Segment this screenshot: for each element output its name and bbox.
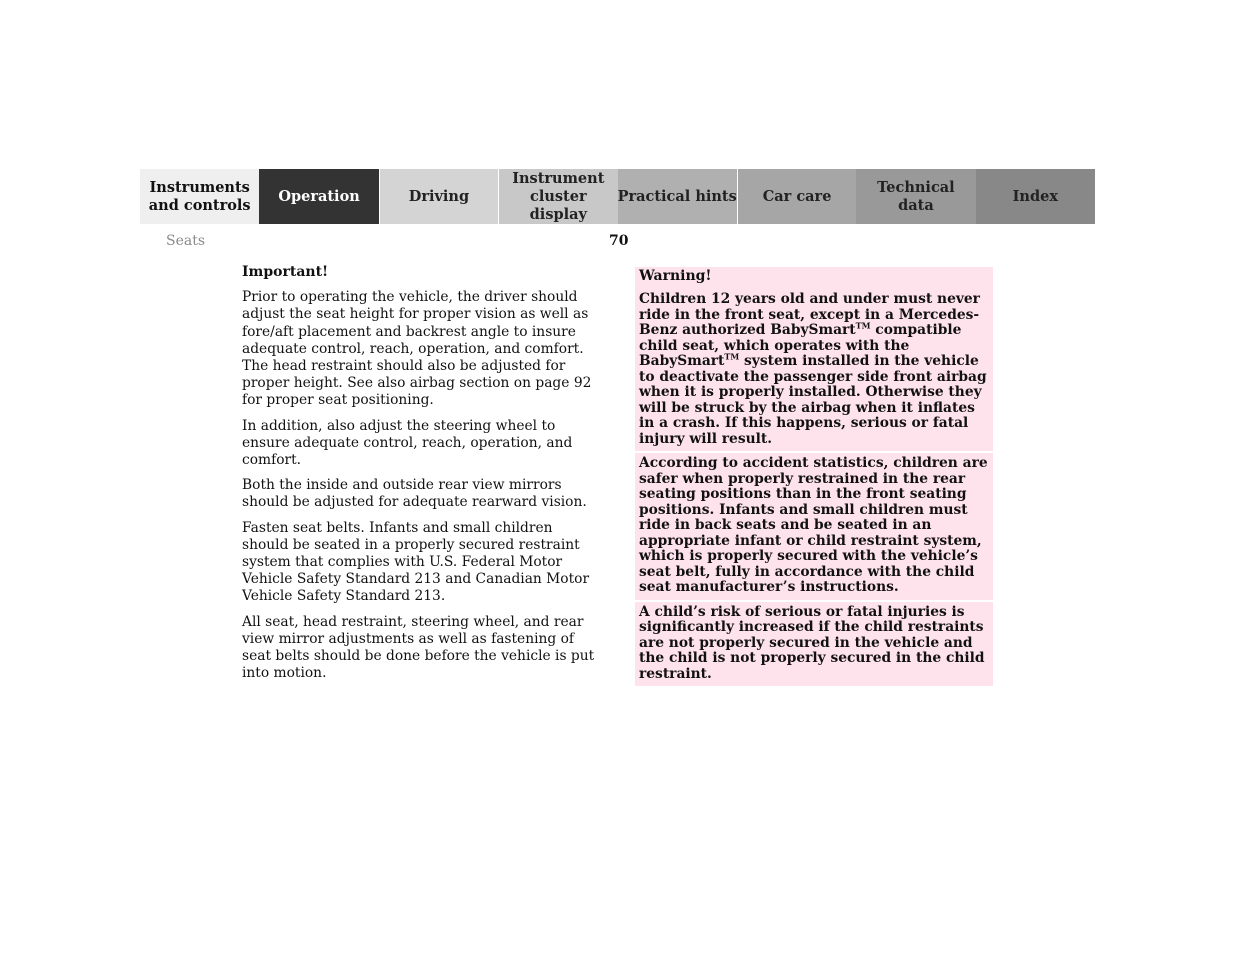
warning-paragraph: A child’s risk of serious or fatal injuries is significantly increased if the child restraints are not properly secured in the vehicle and the child is not properly secured in the child restraint. (635, 602, 993, 687)
tab-car-care[interactable] (737, 169, 856, 224)
warning-text: compatible child seat, which operates with the BabySmart (639, 322, 962, 369)
tab-technical-data[interactable] (856, 169, 975, 224)
paragraph: Prior to operating the vehicle, the driver should adjust the seat height for proper vision as well as fore/aft placement and backrest angle to insure adequate control, reach, operation, and comfort. The head restraint should also be adjusted for proper height. See also airbag section on page 92 for proper seat positioning. (242, 289, 592, 409)
tab-instrument-cluster-display[interactable] (498, 169, 617, 224)
tab-label: Practical hints (617, 187, 737, 205)
warning-box (635, 267, 993, 686)
tab-label: Driving (408, 187, 470, 205)
tab-label: Car care (762, 187, 832, 205)
tab-label-line1: Technical (877, 178, 955, 196)
tab-label: Index (1012, 187, 1058, 205)
paragraph: Both the inside and outside rear view mirrors should be adjusted for adequate rearward vision. (242, 477, 587, 511)
tab-label-line2: and controls (148, 196, 251, 214)
warning-paragraph (635, 289, 993, 451)
tab-label-line1: Instrument (512, 169, 605, 187)
tab-label-line1: Instruments (149, 178, 250, 196)
paragraph: Fasten seat belts. Infants and small children should be seated in a properly secured restraint system that complies with U.S. Federal Motor Vehicle Safety Standard 213 and Canadian Motor Vehicle Safety Standard 213. (242, 519, 590, 605)
warning-text: Children 12 years old and under must never ride in the front seat, except in a Mercedes-Benz authorized BabySmart (639, 291, 980, 338)
tab-driving[interactable] (379, 169, 498, 224)
section-tabs (140, 169, 1095, 224)
tab-index[interactable] (976, 169, 1095, 224)
page-number: 70 (609, 233, 629, 249)
tab-practical-hints[interactable] (618, 169, 737, 224)
important-heading: Important! (242, 264, 329, 280)
tab-label: Operation (278, 187, 360, 205)
trademark: TM (724, 351, 740, 362)
warning-title: Warning! (635, 267, 993, 289)
tab-label-line2: cluster display (529, 187, 587, 223)
paragraph: All seat, head restraint, steering wheel, and rear view mirror adjustments as well as fastening of seat belts should be done before the vehicle is put into motion. (242, 613, 595, 682)
trademark: TM (855, 320, 871, 331)
tab-instruments-and-controls[interactable] (140, 169, 259, 224)
warning-text: system installed in the vehicle to deactivate the passenger side front airbag when it is properly installed. Otherwise they will be struck by the airbag when it inflates in a crash. If this happens, serious or fatal injury will result. (639, 353, 987, 447)
left-column (242, 264, 602, 690)
section-title: Seats (166, 233, 206, 249)
paragraph: In addition, also adjust the steering wheel to ensure adequate control, reach, operation, and comfort. (242, 417, 573, 469)
warning-paragraph: According to accident statistics, children are safer when properly restrained in the rear seating positions than in the front seating positions. Infants and small children must ride in back seats and be seated in an appropriate infant or child restraint system, which is properly secured with the vehicle’s seat belt, fully in accordance with the child seat manufacturer’s instructions. (635, 453, 993, 600)
tab-operation[interactable] (259, 169, 378, 224)
tab-label-line2: data (898, 196, 934, 214)
